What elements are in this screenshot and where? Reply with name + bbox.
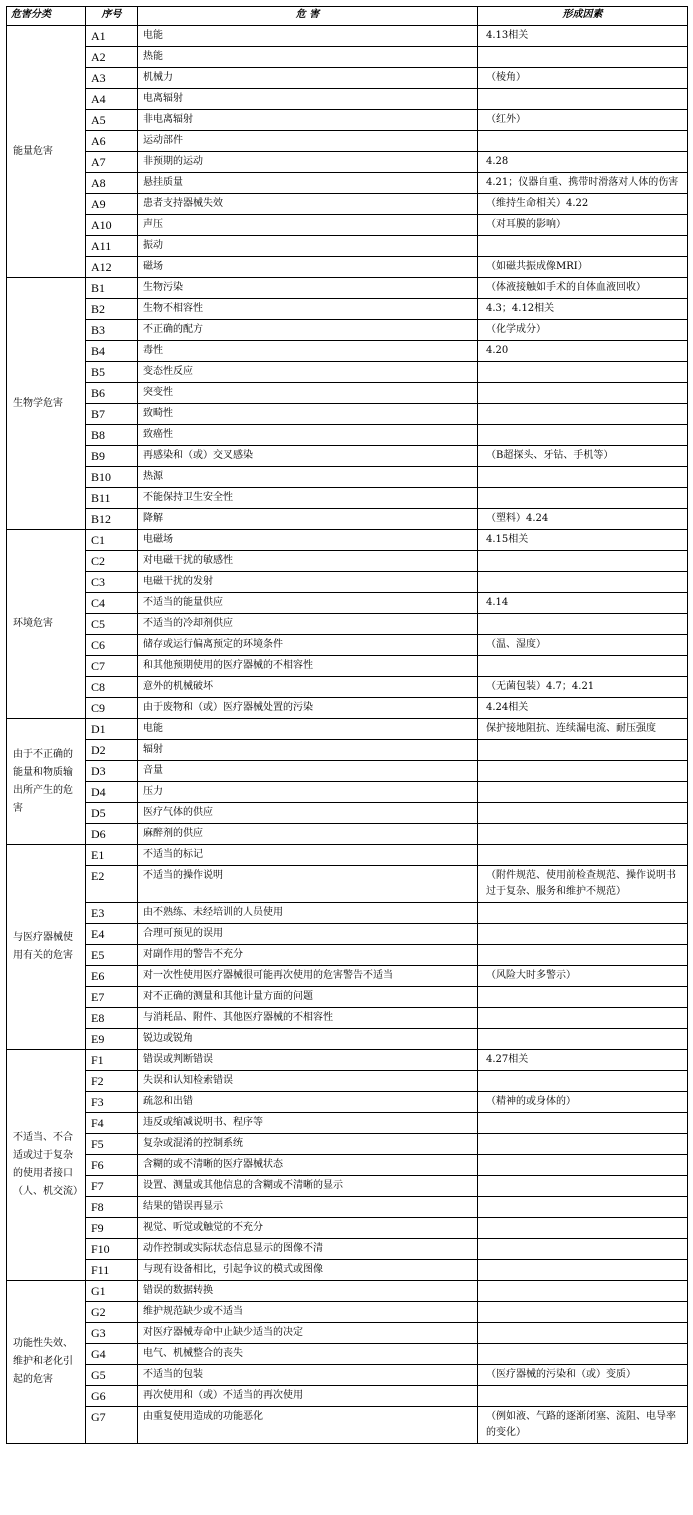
hazard-cell: 变态性反应 (138, 362, 478, 383)
hazard-cell: 生物不相容性 (138, 299, 478, 320)
code-cell: A8 (86, 173, 138, 194)
code-cell: A10 (86, 215, 138, 236)
hazard-cell: 错误的数据转换 (138, 1281, 478, 1302)
factor-cell (478, 488, 688, 509)
code-cell: C5 (86, 614, 138, 635)
factor-cell: 4.28 (478, 152, 688, 173)
factor-cell (478, 1176, 688, 1197)
hazard-cell: 辐射 (138, 740, 478, 761)
table-row (7, 173, 688, 194)
factor-cell (478, 1281, 688, 1302)
hazard-cell: 结果的错误再显示 (138, 1197, 478, 1218)
code-cell: G1 (86, 1281, 138, 1302)
code-cell: B9 (86, 446, 138, 467)
hazard-cell: 违反或缩减说明书、程序等 (138, 1113, 478, 1134)
factor-cell (478, 903, 688, 924)
table-row (7, 966, 688, 987)
code-cell: A4 (86, 89, 138, 110)
factor-cell (478, 1344, 688, 1365)
factor-cell (478, 1197, 688, 1218)
table-row (7, 551, 688, 572)
hazard-cell: 储存或运行偏离预定的环境条件 (138, 635, 478, 656)
factor-cell (478, 845, 688, 866)
hazard-table-container (6, 6, 687, 1444)
factor-cell (478, 945, 688, 966)
code-cell: B3 (86, 320, 138, 341)
factor-cell (478, 987, 688, 1008)
category-cell: 与医疗器械使用有关的危害 (7, 845, 86, 1050)
category-cell: 由于不正确的能量和物质输出所产生的危害 (7, 719, 86, 845)
category-cell: 生物学危害 (7, 278, 86, 530)
table-row (7, 446, 688, 467)
factor-cell: （B超探头、牙钻、手机等） (478, 446, 688, 467)
code-cell: C1 (86, 530, 138, 551)
table-row (7, 866, 688, 903)
factor-cell: （如磁共振成像MRI） (478, 257, 688, 278)
category-cell: 能量危害 (7, 26, 86, 278)
table-row (7, 782, 688, 803)
hazard-cell: 热源 (138, 467, 478, 488)
code-cell: A2 (86, 47, 138, 68)
hazard-cell: 电离辐射 (138, 89, 478, 110)
table-row (7, 89, 688, 110)
code-cell: B12 (86, 509, 138, 530)
hazard-cell: 悬挂质量 (138, 173, 478, 194)
code-cell: B7 (86, 404, 138, 425)
factor-cell (478, 1071, 688, 1092)
code-cell: G3 (86, 1323, 138, 1344)
hazard-cell: 电磁场 (138, 530, 478, 551)
code-cell: E1 (86, 845, 138, 866)
hazard-cell: 非预期的运动 (138, 152, 478, 173)
factor-cell (478, 614, 688, 635)
factor-cell: 4.27相关 (478, 1050, 688, 1071)
hazard-cell: 再感染和（或）交叉感染 (138, 446, 478, 467)
factor-cell (478, 1239, 688, 1260)
hazard-cell: 对副作用的警告不充分 (138, 945, 478, 966)
table-row (7, 467, 688, 488)
table-row (7, 1407, 688, 1444)
factor-cell (478, 1260, 688, 1281)
table-row (7, 740, 688, 761)
table-row (7, 1113, 688, 1134)
table-row (7, 362, 688, 383)
factor-cell (478, 1134, 688, 1155)
table-row (7, 1344, 688, 1365)
code-cell: G7 (86, 1407, 138, 1444)
factor-cell (478, 131, 688, 152)
table-row (7, 257, 688, 278)
hazard-cell: 合理可预见的误用 (138, 924, 478, 945)
hazard-cell: 电气、机械整合的丧失 (138, 1344, 478, 1365)
table-row (7, 803, 688, 824)
factor-cell (478, 824, 688, 845)
factor-cell: （维持生命相关）4.22 (478, 194, 688, 215)
code-cell: E2 (86, 866, 138, 903)
hazard-cell: 和其他预期使用的医疗器械的不相容性 (138, 656, 478, 677)
code-cell: D3 (86, 761, 138, 782)
hazard-cell: 降解 (138, 509, 478, 530)
factor-cell: 4.3；4.12相关 (478, 299, 688, 320)
hazard-cell: 疏忽和出错 (138, 1092, 478, 1113)
table-row (7, 1386, 688, 1407)
table-row (7, 152, 688, 173)
table-row (7, 719, 688, 740)
header-code: 序号 (86, 7, 138, 26)
code-cell: C8 (86, 677, 138, 698)
hazard-cell: 维护规范缺少或不适当 (138, 1302, 478, 1323)
factor-cell (478, 1008, 688, 1029)
table-row (7, 1260, 688, 1281)
table-row (7, 1281, 688, 1302)
hazard-cell: 不能保持卫生安全性 (138, 488, 478, 509)
factor-cell: 4.24相关 (478, 698, 688, 719)
hazard-cell: 生物污染 (138, 278, 478, 299)
hazard-cell: 不适当的冷却剂供应 (138, 614, 478, 635)
factor-cell: （棱角） (478, 68, 688, 89)
hazard-cell: 电磁干扰的发射 (138, 572, 478, 593)
factor-cell (478, 1386, 688, 1407)
factor-cell (478, 425, 688, 446)
code-cell: F3 (86, 1092, 138, 1113)
code-cell: A1 (86, 26, 138, 47)
table-row (7, 1071, 688, 1092)
factor-cell (478, 1218, 688, 1239)
code-cell: E5 (86, 945, 138, 966)
factor-cell: 4.20 (478, 341, 688, 362)
header-row (7, 7, 688, 26)
factor-cell: 保护接地阻抗、连续漏电流、耐压强度 (478, 719, 688, 740)
factor-cell (478, 924, 688, 945)
hazard-cell: 复杂或混淆的控制系统 (138, 1134, 478, 1155)
table-row (7, 635, 688, 656)
code-cell: D4 (86, 782, 138, 803)
table-row (7, 1134, 688, 1155)
hazard-cell: 对一次性使用医疗器械很可能再次使用的危害警告不适当 (138, 966, 478, 987)
table-row (7, 1323, 688, 1344)
code-cell: C9 (86, 698, 138, 719)
factor-cell (478, 803, 688, 824)
table-row (7, 278, 688, 299)
code-cell: F7 (86, 1176, 138, 1197)
code-cell: A3 (86, 68, 138, 89)
table-row (7, 1197, 688, 1218)
factor-cell (478, 551, 688, 572)
hazard-cell: 由于废物和（或）医疗器械处置的污染 (138, 698, 478, 719)
hazard-cell: 由不熟练、未经培训的人员使用 (138, 903, 478, 924)
code-cell: F4 (86, 1113, 138, 1134)
factor-cell (478, 572, 688, 593)
factor-cell (478, 1155, 688, 1176)
code-cell: B11 (86, 488, 138, 509)
hazard-cell: 机械力 (138, 68, 478, 89)
factor-cell (478, 404, 688, 425)
code-cell: E4 (86, 924, 138, 945)
code-cell: G4 (86, 1344, 138, 1365)
hazard-cell: 含糊的或不清晰的医疗器械状态 (138, 1155, 478, 1176)
hazard-cell: 与消耗品、附件、其他医疗器械的不相容性 (138, 1008, 478, 1029)
code-cell: F2 (86, 1071, 138, 1092)
table-row (7, 903, 688, 924)
table-row (7, 614, 688, 635)
factor-cell: （精神的或身体的） (478, 1092, 688, 1113)
table-row (7, 1239, 688, 1260)
hazard-cell: 电能 (138, 26, 478, 47)
table-row (7, 761, 688, 782)
table-row (7, 1176, 688, 1197)
factor-cell: （塑料）4.24 (478, 509, 688, 530)
hazard-cell: 运动部件 (138, 131, 478, 152)
table-row (7, 131, 688, 152)
table-row (7, 1008, 688, 1029)
factor-cell: （红外） (478, 110, 688, 131)
hazard-cell: 致畸性 (138, 404, 478, 425)
table-body (7, 26, 688, 1444)
table-row (7, 1029, 688, 1050)
hazard-cell: 毒性 (138, 341, 478, 362)
factor-cell: （附件规范、使用前检查规范、操作说明书过于复杂、服务和维护不规范） (478, 866, 688, 903)
table-row (7, 698, 688, 719)
hazard-cell: 音量 (138, 761, 478, 782)
factor-cell (478, 1323, 688, 1344)
factor-cell: （无菌包装）4.7；4.21 (478, 677, 688, 698)
factor-cell: 4.14 (478, 593, 688, 614)
header-factor: 形成因素 (478, 7, 688, 26)
hazard-cell: 错误或判断错误 (138, 1050, 478, 1071)
hazard-cell: 麻醉剂的供应 (138, 824, 478, 845)
factor-cell: （对耳膜的影响） (478, 215, 688, 236)
code-cell: C3 (86, 572, 138, 593)
hazard-cell: 再次使用和（或）不适当的再次使用 (138, 1386, 478, 1407)
hazard-cell: 不适当的标记 (138, 845, 478, 866)
table-row (7, 404, 688, 425)
table-row (7, 1050, 688, 1071)
table-row (7, 593, 688, 614)
code-cell: E9 (86, 1029, 138, 1050)
factor-cell: 4.21；仪器自重、携带时滑落对人体的伤害 (478, 173, 688, 194)
hazard-cell: 对医疗器械寿命中止缺少适当的决定 (138, 1323, 478, 1344)
code-cell: F9 (86, 1218, 138, 1239)
table-row (7, 924, 688, 945)
factor-cell (478, 1302, 688, 1323)
factor-cell (478, 89, 688, 110)
code-cell: F6 (86, 1155, 138, 1176)
table-row (7, 110, 688, 131)
hazard-cell: 视觉、听觉或触觉的不充分 (138, 1218, 478, 1239)
table-row (7, 68, 688, 89)
header-category: 危害分类 (7, 7, 86, 26)
code-cell: D2 (86, 740, 138, 761)
code-cell: B4 (86, 341, 138, 362)
factor-cell: （体液接触如手术的自体血液回收） (478, 278, 688, 299)
hazard-cell: 热能 (138, 47, 478, 68)
table-row (7, 320, 688, 341)
hazard-cell: 不适当的能量供应 (138, 593, 478, 614)
hazard-cell: 突变性 (138, 383, 478, 404)
factor-cell: （例如液、气路的逐渐闭塞、流阻、电导率的变化） (478, 1407, 688, 1444)
table-row (7, 299, 688, 320)
table-row (7, 26, 688, 47)
code-cell: E3 (86, 903, 138, 924)
hazard-cell: 动作控制或实际状态信息显示的图像不清 (138, 1239, 478, 1260)
factor-cell: 4.13相关 (478, 26, 688, 47)
code-cell: B10 (86, 467, 138, 488)
table-row (7, 845, 688, 866)
code-cell: G5 (86, 1365, 138, 1386)
factor-cell (478, 236, 688, 257)
code-cell: C4 (86, 593, 138, 614)
factor-cell (478, 47, 688, 68)
factor-cell: （风险大时多警示） (478, 966, 688, 987)
table-row (7, 509, 688, 530)
hazard-cell: 压力 (138, 782, 478, 803)
hazard-cell: 由重复使用造成的功能恶化 (138, 1407, 478, 1444)
factor-cell: （温、湿度） (478, 635, 688, 656)
table-row (7, 987, 688, 1008)
code-cell: A7 (86, 152, 138, 173)
code-cell: F1 (86, 1050, 138, 1071)
hazard-cell: 对电磁干扰的敏感性 (138, 551, 478, 572)
table-row (7, 1092, 688, 1113)
factor-cell (478, 383, 688, 404)
table-row (7, 383, 688, 404)
table-row (7, 1218, 688, 1239)
code-cell: A5 (86, 110, 138, 131)
factor-cell: （化学成分） (478, 320, 688, 341)
table-row (7, 341, 688, 362)
code-cell: F8 (86, 1197, 138, 1218)
code-cell: B8 (86, 425, 138, 446)
hazard-cell: 不适当的包装 (138, 1365, 478, 1386)
factor-cell (478, 362, 688, 383)
table-row (7, 945, 688, 966)
table-row (7, 1302, 688, 1323)
code-cell: E8 (86, 1008, 138, 1029)
code-cell: D6 (86, 824, 138, 845)
hazard-cell: 设置、测量或其他信息的含糊或不清晰的显示 (138, 1176, 478, 1197)
factor-cell (478, 1029, 688, 1050)
factor-cell (478, 656, 688, 677)
table-row (7, 530, 688, 551)
factor-cell: 4.15相关 (478, 530, 688, 551)
table-row (7, 425, 688, 446)
code-cell: G2 (86, 1302, 138, 1323)
category-cell: 功能性失效、维护和老化引起的危害 (7, 1281, 86, 1444)
hazard-cell: 锐边或锐角 (138, 1029, 478, 1050)
hazard-cell: 磁场 (138, 257, 478, 278)
hazard-cell: 不正确的配方 (138, 320, 478, 341)
table-row (7, 656, 688, 677)
table-row (7, 236, 688, 257)
code-cell: B1 (86, 278, 138, 299)
code-cell: F5 (86, 1134, 138, 1155)
hazard-cell: 不适当的操作说明 (138, 866, 478, 903)
hazard-cell: 失误和认知检索错误 (138, 1071, 478, 1092)
code-cell: D5 (86, 803, 138, 824)
hazard-cell: 与现有设备相比，引起争议的模式或图像 (138, 1260, 478, 1281)
factor-cell (478, 782, 688, 803)
code-cell: B2 (86, 299, 138, 320)
hazard-cell: 声压 (138, 215, 478, 236)
code-cell: A12 (86, 257, 138, 278)
table-row (7, 1155, 688, 1176)
factor-cell (478, 467, 688, 488)
hazard-cell: 意外的机械破坏 (138, 677, 478, 698)
code-cell: B5 (86, 362, 138, 383)
code-cell: C6 (86, 635, 138, 656)
factor-cell (478, 740, 688, 761)
code-cell: A6 (86, 131, 138, 152)
hazard-cell: 振动 (138, 236, 478, 257)
code-cell: C7 (86, 656, 138, 677)
hazard-cell: 对不正确的测量和其他计量方面的问题 (138, 987, 478, 1008)
hazard-cell: 致癌性 (138, 425, 478, 446)
factor-cell (478, 1113, 688, 1134)
code-cell: A9 (86, 194, 138, 215)
category-cell: 环境危害 (7, 530, 86, 719)
factor-cell: （医疗器械的污染和（或）变质） (478, 1365, 688, 1386)
header-hazard: 危 害 (138, 7, 478, 26)
table-row (7, 1365, 688, 1386)
code-cell: F10 (86, 1239, 138, 1260)
table-row (7, 824, 688, 845)
code-cell: F11 (86, 1260, 138, 1281)
category-cell: 不适当、不合适或过于复杂的使用者接口（人、机交流） (7, 1050, 86, 1281)
hazard-cell: 患者支持器械失效 (138, 194, 478, 215)
code-cell: E7 (86, 987, 138, 1008)
table-row (7, 488, 688, 509)
table-row (7, 194, 688, 215)
table-row (7, 47, 688, 68)
factor-cell (478, 761, 688, 782)
code-cell: C2 (86, 551, 138, 572)
code-cell: E6 (86, 966, 138, 987)
hazard-table (6, 6, 688, 1444)
hazard-cell: 电能 (138, 719, 478, 740)
hazard-cell: 非电离辐射 (138, 110, 478, 131)
table-row (7, 677, 688, 698)
table-row (7, 572, 688, 593)
code-cell: D1 (86, 719, 138, 740)
table-row (7, 215, 688, 236)
hazard-cell: 医疗气体的供应 (138, 803, 478, 824)
code-cell: A11 (86, 236, 138, 257)
code-cell: G6 (86, 1386, 138, 1407)
code-cell: B6 (86, 383, 138, 404)
